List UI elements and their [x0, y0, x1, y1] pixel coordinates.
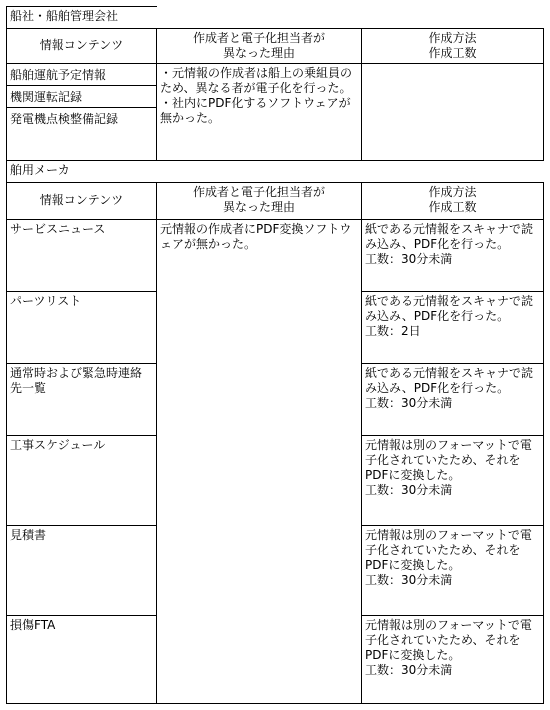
s2-row-damage-fta: 損傷FTA [6, 615, 157, 704]
s1-header-method: 作成方法 作成工数 [361, 28, 544, 64]
s2-row-parts-list: パーツリスト [6, 291, 157, 364]
s1-reason-cell: ・元情報の作成者は船上の乗組員のため、異なる者が電子化を行った。 ・社内にPDF化するソフトウェアが無かった。 [156, 63, 362, 161]
s1-item-voyage-schedule: 船舶運航予定情報 [6, 63, 157, 86]
s1-method-cell [361, 63, 544, 161]
s2-method-work-schedule: 元情報は別のフォーマットで電子化されていたため、それをPDFに変換した。 工数：30分未満 [361, 435, 544, 526]
s2-method-contact-list: 紙である元情報をスキャナで読み込み、PDF化を行った。 工数：30分未満 [361, 363, 544, 436]
s2-method-service-news: 紙である元情報をスキャナで読み込み、PDF化を行った。 工数：30分未満 [361, 219, 544, 292]
s2-method-estimate: 元情報は別のフォーマットで電子化されていたため、それをPDFに変換した。 工数：30分未満 [361, 525, 544, 616]
s2-header-method: 作成方法 作成工数 [361, 182, 544, 220]
s2-method-parts-list: 紙である元情報をスキャナで読み込み、PDF化を行った。 工数：2日 [361, 291, 544, 364]
s2-row-estimate: 見積書 [6, 525, 157, 616]
s1-item-generator-record: 発電機点検整備記録 [6, 107, 157, 161]
s2-row-service-news: サービスニュース [6, 219, 157, 292]
s2-row-contact-list: 通常時および緊急時連絡先一覧 [6, 363, 157, 436]
s1-item-engine-log: 機関運転記録 [6, 85, 157, 108]
section-title-shipowner: 船社・船舶管理会社 [6, 6, 157, 29]
s2-row-work-schedule: 工事スケジュール [6, 435, 157, 526]
s2-reason-cell: 元情報の作成者にPDF変換ソフトウェアが無かった。 [156, 219, 362, 704]
s2-header-content: 情報コンテンツ [6, 182, 157, 220]
section-title-manufacturer: 舶用メーカ [6, 160, 157, 183]
s1-header-content: 情報コンテンツ [6, 28, 157, 64]
s2-method-damage-fta: 元情報は別のフォーマットで電子化されていたため、それをPDFに変換した。 工数：30分未満 [361, 615, 544, 704]
s1-header-reason: 作成者と電子化担当者が 異なった理由 [156, 28, 362, 64]
s2-header-reason: 作成者と電子化担当者が 異なった理由 [156, 182, 362, 220]
